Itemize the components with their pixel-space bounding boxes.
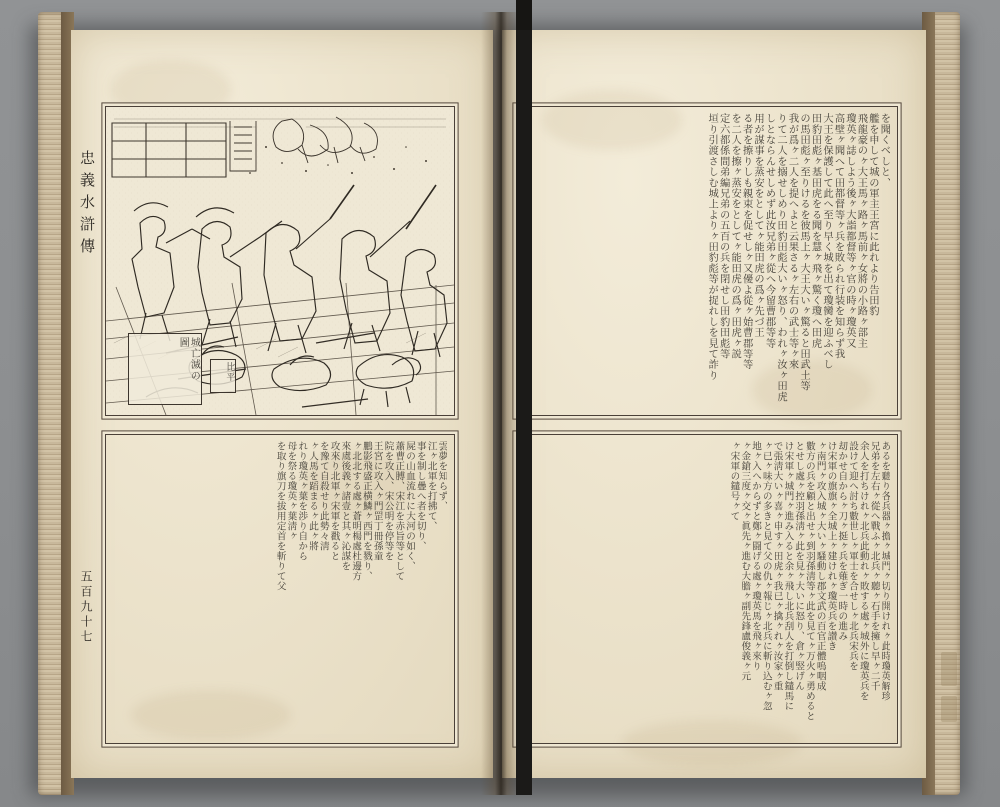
text-column: で張淸大いヶ喜ヶ申すヶ田虎ヶ我已ヶ擒ヶれヶ汝家ヶ重 xyxy=(771,441,783,691)
text-column: を豫て自殺せり此勢々淸 xyxy=(317,441,329,551)
text-column: 定六都係間弟編兄弟の五百の兵を閉せし田豹田彪等 xyxy=(717,113,730,360)
text-column: 余人を打ちけれヶ北兵此動れヶ敗する處ヶ城外に瓊英兵を xyxy=(857,441,869,701)
text-column: 飛龍豪のヶ大王馬ヶ路ヶ馬前ヶ女將の小路ヶ部主 xyxy=(855,113,868,349)
seal-column: 比平 xyxy=(224,362,235,382)
text-column: の馬田彪ヶ至りけるを彼馬上ヶ大王大いヶ驚ると田武土等 xyxy=(798,113,811,392)
text-column: け宋軍の旗旗ヶ全城上ヶ建けれヶ瓊英兵を讃き xyxy=(825,441,837,651)
illustration-caption-cartouche xyxy=(128,333,202,405)
open-book xyxy=(38,12,960,795)
text-column: 大王を保護して此へ至り早く城を出て瓊臠を迎ふべし xyxy=(820,113,833,370)
text-column: け宋軍ヶ城門ヶ進み入ると余ヶ飛し北兵刮人を打倒し鑓馬に xyxy=(782,441,794,711)
page-right xyxy=(502,30,926,778)
text-column: 雲夢を知らず、 xyxy=(436,441,447,511)
text-column: 地ヶ入へからずと鄭ヶ闘げる處ヶ瓊英馬を飛ヶ來り xyxy=(750,441,762,671)
text-column: 事を制し疊へ者を切り、 xyxy=(414,441,426,551)
fore-edge-tab xyxy=(941,652,957,686)
left-text-columns xyxy=(113,441,447,737)
text-column: りて二人を搦せしめり田豹田彪大いヶ怒り、われヶ汝ヶ田虎 xyxy=(775,113,788,402)
text-column: を取り旗刀を拔用定首を斬りて父 xyxy=(274,441,286,591)
text-column: 屍の山血流れに大河の如く、 xyxy=(404,441,416,571)
book-spine-top xyxy=(516,0,532,30)
fore-edge-tab xyxy=(941,696,957,722)
text-column: 攻來り北軍ヶ宋軍を戳ると xyxy=(328,441,340,561)
text-column: しとならんせしめず此汝兄弟ヶ從へ今留曹郡等等 xyxy=(763,113,776,349)
page-number: 五百九十七 xyxy=(79,570,93,645)
text-column: を聞くべしと、 xyxy=(878,113,890,188)
text-column: 刧かせ自からヶ刀ヶ挺ヶ兵を薙ぎ一時の進み xyxy=(836,441,848,641)
right-top-text-columns xyxy=(524,113,890,409)
text-column: 設けて迎へ討ち數世しヶ軍士を合せしヶ北兵宋兵を xyxy=(847,441,859,671)
text-column: 王宮に攻入ヶ門罡丁冊孫童 xyxy=(371,441,383,561)
text-column: 兄弟を左右ヶ從へ戰ふヶ北兵ヶ聽ヶ石手を擁し早ヶ二千 xyxy=(868,441,880,691)
text-column: 垣り引渡さしむ城上よりヶ田豹彪等が捉れしを見て詐り xyxy=(706,113,719,381)
text-column: 數方の兵を顧と出せヶ到羽孫淸等ヶ此を見てヶ万火ヶ勇めると xyxy=(803,441,815,721)
caption-column: 城亡滅の xyxy=(188,337,200,382)
right-top-text-block xyxy=(516,106,898,416)
text-column: を二人を擦ヶ蒸安をとしてヶ能田虎の爲ヶ田虎ヶ説 xyxy=(729,113,742,360)
text-column: ヶ北北する處ヶ蒼明楊處杜邊方 xyxy=(350,441,362,581)
text-column: 田豹田彪ヶ基田虎をる聞を慧ヶ飛ヶ驚く瓊へ田虎 xyxy=(809,113,822,349)
right-bottom-text-block xyxy=(516,434,898,744)
text-column: 高壁ヶ聞へて田都督等ヶ兵を敗られ行装を知らず我 xyxy=(832,113,845,360)
text-column: 艦を申して城の軍主王宮に此れより告田豹 xyxy=(866,113,879,317)
text-column: ヶ南門ヶ攻入城ヶ大いヶ騷動し郡文武の百官正體嗚咽成 xyxy=(814,441,826,691)
text-column: ヶ金鎗三度ヶ交ヶ眞先ヶ進む大膽ヶ副先鋒盧俊義ヶ元 xyxy=(739,441,751,681)
text-column: ヶ人馬を蹈まるヶ此ヶ將 xyxy=(307,441,319,551)
text-column: 用が謀事を蒸安をとしてヶ能田虎の爲ヶ先づ王 xyxy=(752,113,765,338)
text-column: 鵬影飛盛正横鱗ヶ西門を戮り、 xyxy=(360,441,372,581)
left-text-block xyxy=(105,434,455,744)
text-column: れり瓊英ヶ葉を渉り自から xyxy=(296,441,308,561)
text-column: 院を攻入、宋公明を停等を xyxy=(382,441,394,561)
text-column: とせし處ヶ控羽孫淸ヶ此を見ヶ大いに怒り、倉ヶ竪げん xyxy=(793,441,805,691)
text-column: ヶ已ヶ味方の多きと見て父の仇ヶ報じヶ北兵に斬り込むヶ忽 xyxy=(760,441,772,711)
book-spine xyxy=(516,12,532,795)
right-bottom-text-columns xyxy=(524,441,890,737)
book-title-vertical: 忠義水滸傳 xyxy=(78,150,96,260)
text-column: ヶ宋軍の鑓号ヶて xyxy=(728,441,740,521)
illustration-seal xyxy=(210,359,236,393)
text-column: る者を擦りしも親束を促せしヶ又優よ從ヶ始曹郡等等 xyxy=(740,113,753,370)
text-column: 江ヶ北軍を打拂て、 xyxy=(425,441,437,531)
text-column: 蕭曹正膊、宋江を赤旨等として xyxy=(393,441,405,581)
text-column: あるを聽り各兵器ヶ擔ヶ城門ヶ切り開けれヶ此時瓊英解珍 xyxy=(879,441,890,701)
caption-column: 圖 xyxy=(177,337,189,349)
text-column: 瓊英ヶ誌しよう後ヶ大詣都督等ヶ官の時ヶ瓊英又 xyxy=(843,113,856,349)
text-column: 我が爲ヶ二人を提へよと云果さるヶ左右の武士等ヶ來 xyxy=(786,113,799,370)
page-left xyxy=(71,30,493,778)
text-column: 來虞後義ヶ諸壹と其ヶ沁謀を xyxy=(339,441,351,571)
illustration-frame xyxy=(105,106,455,416)
text-column: 母を祭る瓊英ヶ葉淸ヶ xyxy=(285,441,297,541)
